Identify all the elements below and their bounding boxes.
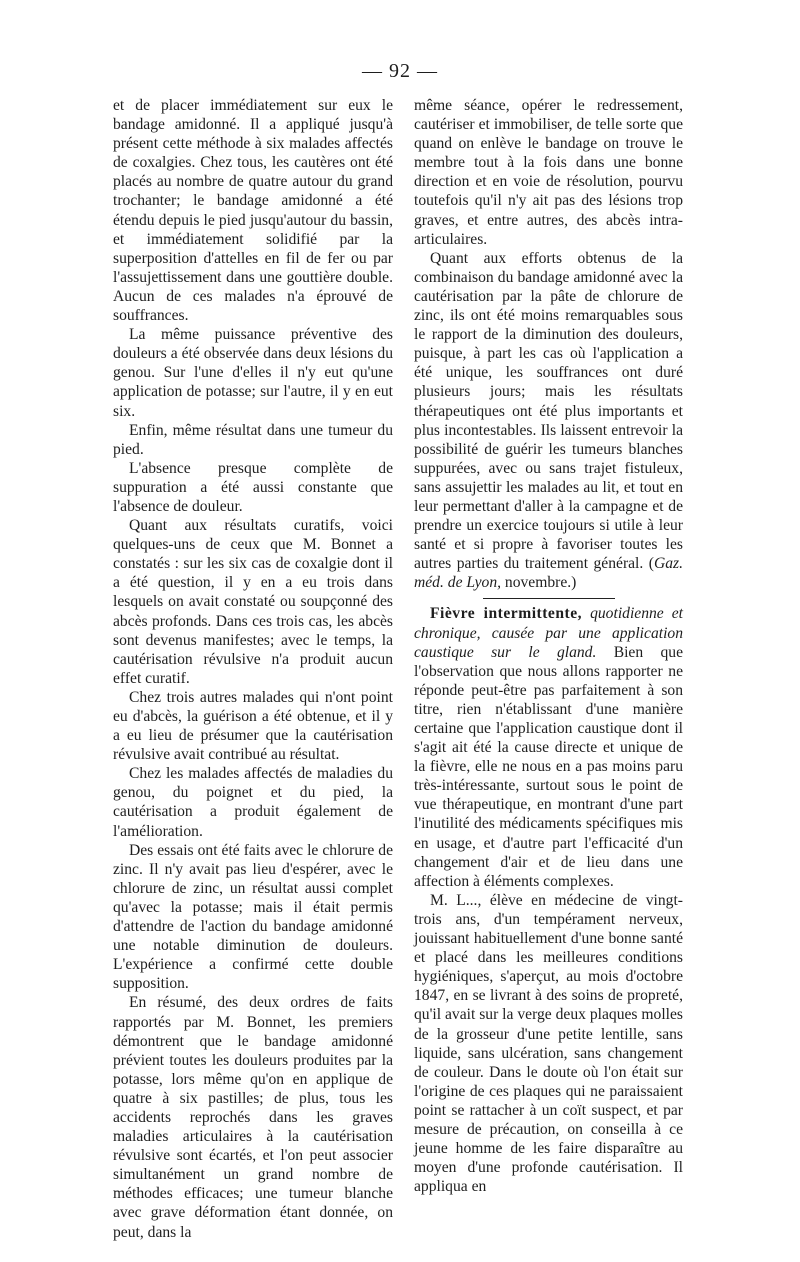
paragraph-text: novembre.) <box>501 574 577 592</box>
right-column <box>414 96 683 1196</box>
paragraph: et de placer immédiatement sur eux le bandage amidonné. Il a appliqué jusqu'à présent cette méthode à six malades affectés de coxalgies. Chez tous, les cautères ont été placés au nombre de quatre autour du grand trochanter; le bandage amidonné a été étendu depuis le pied jusqu'autour du bassin, et immédiatement solidifié par la superposition d'attelles en fil de fer ou par l'assujettissement dans une gouttière double. Aucun de ces malades n'a éprouvé de souffrances. <box>113 97 393 325</box>
article-start <box>414 604 683 890</box>
paragraph <box>414 249 683 593</box>
article-heading: Fièvre intermittente, <box>430 605 583 623</box>
paragraph: Chez trois autres malades qui n'ont point eu d'abcès, la guérison a été obtenue, et il y a eu lieu de présumer que la cautérisation révulsive avait contribué au résultat. <box>113 688 393 764</box>
paragraph: Enfin, même résultat dans une tumeur du pied. <box>113 421 393 458</box>
left-column <box>113 96 393 1242</box>
paragraph-text: Quant aux efforts obtenus de la combinaison du bandage amidonné avec la cautérisation par la pâte de chlorure de zinc, ils ont été moins remarquables sous le rapport de la diminution des douleurs, puisque, à part les cas où l'application a été unique, les souffrances ont duré plusieurs jours; mais les résultats thérapeutiques ont été plus importants et plus incontestables. Ils laissent entrevoir la possibilité de guérir les tumeurs blanches suppurées, avec ou sans trajet fistuleux, sans assujettir les malades au lit, et tout en leur permettant d'aller à la campagne et de prendre un exercice toujours si utile à leur santé et si propre à favoriser toutes les autres parties du traitement général. ( <box>414 249 683 573</box>
paragraph: L'absence presque complète de suppuration a été aussi constante que l'absence de douleur. <box>113 459 393 515</box>
paragraph: La même puissance préventive des douleurs a été observée dans deux lésions du genou. Sur l'une d'elles il n'y eut qu'une application de potasse; sur l'autre, il y en eut six. <box>113 326 393 420</box>
paragraph: Quant aux résultats curatifs, voici quelques-uns de ceux que M. Bonnet a constatés : sur les six cas de coxalgie dont il a été question, il y en a eu trois dans lesquels on avait constaté ou soupçonné des abcès profonds. Dans ces trois cas, les abcès sont devenus manifestes; avec le temps, la cautérisation révulsive n'a produit aucun effet curatif. <box>113 517 393 687</box>
paragraph: En résumé, des deux ordres de faits rapportés par M. Bonnet, les premiers démontrent que le bandage amidonné prévient toutes les douleurs produites par la potasse, lors même qu'on en applique de quatre à six pastilles; de plus, tous les accidents reprochés dans les graves maladies articulaires à la cautérisation révulsive sont écartés, et l'on peut associer simultanément un grand nombre de méthodes efficaces; une tumeur blanche avec grave déformation étant donnée, on peut, dans la <box>113 994 393 1241</box>
page-number: — 92 — <box>362 60 438 82</box>
source-citation: Gaz. méd. de Lyon, <box>414 555 683 592</box>
paragraph: même séance, opérer le redressement, cautériser et immobiliser, de telle sorte que quand on enlève le bandage on trouve le membre tout à la fois dans une bonne direction et en voie de résolution, pourvu toutefois qu'il n'y ait pas des lésions trop graves, et entre autres, des abcès intra-articulaires. <box>414 97 683 248</box>
paragraph: Des essais ont été faits avec le chlorure de zinc. Il n'y avait pas lieu d'espérer, avec le chlorure de zinc, un résultat aussi complet qu'avec la potasse; mais il était permis d'attendre de l'action du bandage amidonné une notable diminution de douleurs. L'expérience a confirmé cette double supposition. <box>113 841 393 993</box>
paragraph: M. L..., élève en médecine de vingt-trois ans, d'un tempérament nerveux, jouissant habituellement d'une bonne santé et placé dans les meilleures conditions hygiéniques, s'aperçut, au mois d'octobre 1847, en se livrant à des soins de propreté, qu'il avait sur la verge deux plaques molles de la grosseur d'une petite lentille, sans liquide, sans ulcération, sans changement de couleur. Dans le doute où l'on était sur l'origine de ces plaques qui ne paraissaient point se rattacher à un coït suspect, et par mesure de précaution, on conseilla à ce jeune homme de les faire disparaître au moyen d'une profonde cautérisation. Il appliqua en <box>414 891 683 1196</box>
section-rule <box>483 598 615 599</box>
paragraph-text: Bien que l'observation que nous allons rapporter ne réponde peut-être pas parfaitement à son titre, rien n'établissant d'une manière certaine que l'application caustique dont il s'agit ait été la cause directe et unique de la fièvre, elle ne nous en a pas moins paru très-intéressante, surtout sous le point de vue thérapeutique, en montrant d'une part l'inutilité des médicaments spécifiques mis en usage, et d'autre part l'efficacité d'un changement d'air et de lieu dans une affection à éléments complexes. <box>414 643 683 890</box>
paragraph: Chez les malades affectés de maladies du genou, du poignet et du pied, la cautérisation a produit également de l'amélioration. <box>113 765 393 840</box>
article-subtitle: quotidienne et chronique, causée par une application caustique sur le gland. <box>414 605 684 661</box>
